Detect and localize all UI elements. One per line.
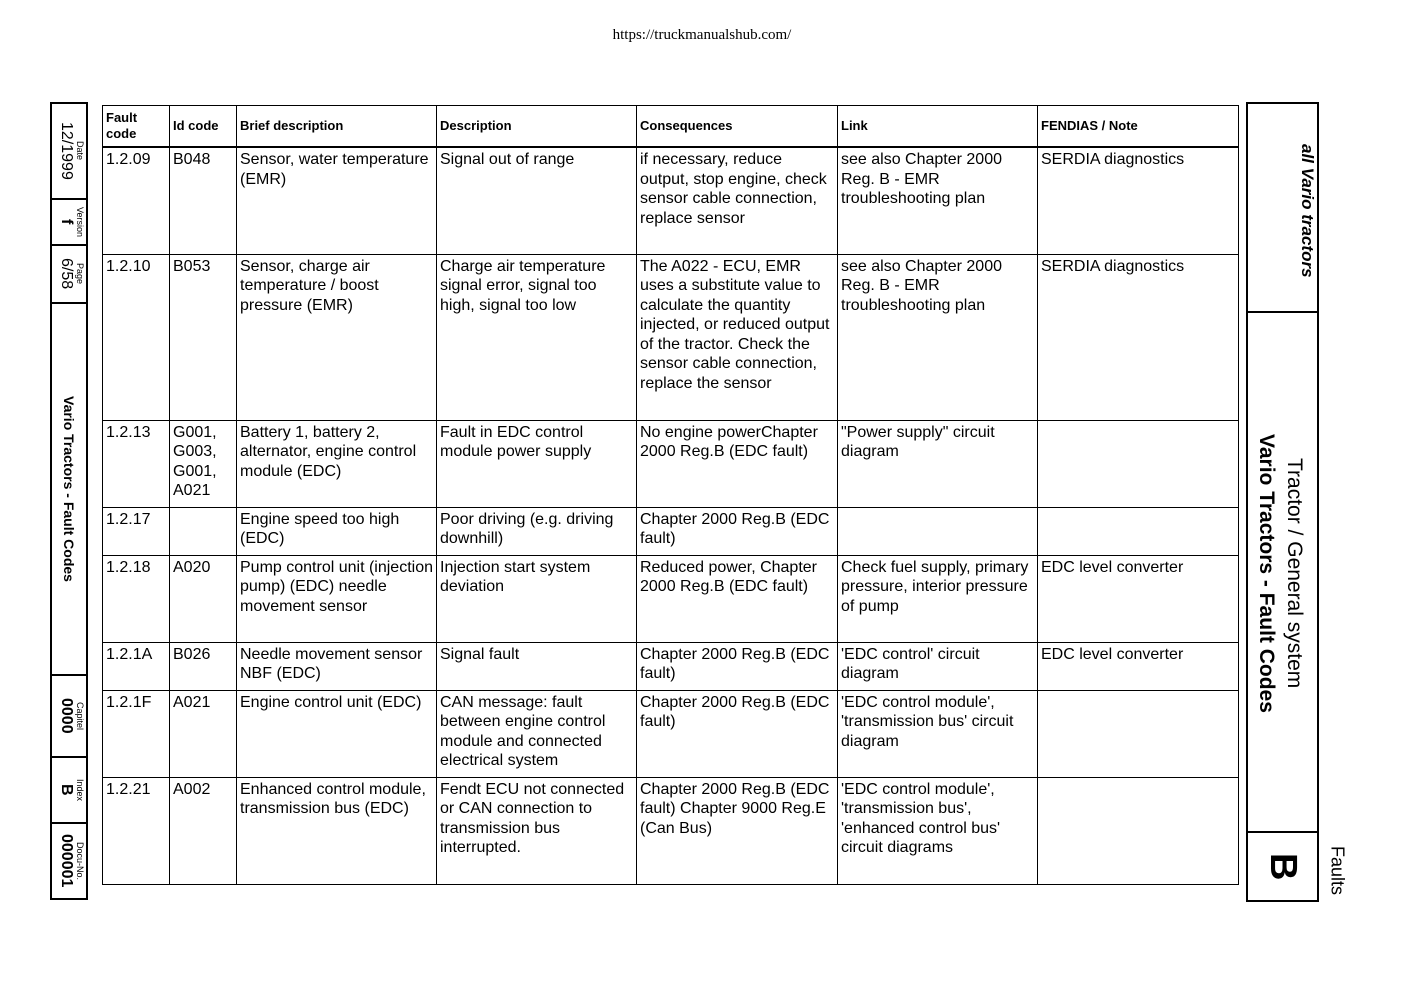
brief-description-cell: Engine control unit (EDC) bbox=[237, 690, 437, 777]
docu-label: Docu-No. bbox=[75, 841, 85, 880]
description-cell: Signal fault bbox=[437, 642, 637, 690]
link-cell: see also Chapter 2000 Reg. B - EMR troubleshooting plan bbox=[838, 147, 1038, 254]
consequences-cell: Chapter 2000 Reg.B (EDC fault) bbox=[637, 507, 838, 555]
col-header-link: Link bbox=[838, 106, 1038, 148]
description-cell: Signal out of range bbox=[437, 147, 637, 254]
description-cell: Fendt ECU not connected or CAN connection to transmission bus interrupted. bbox=[437, 777, 637, 884]
table-row bbox=[103, 507, 1239, 555]
brief-description-cell: Sensor, water temperature (EMR) bbox=[237, 147, 437, 254]
page-value: 6/58 bbox=[58, 258, 75, 290]
note-cell: SERDIA diagnostics bbox=[1038, 254, 1239, 420]
id-code-cell: A002 bbox=[170, 777, 237, 884]
page-cell bbox=[52, 246, 86, 304]
brief-description-cell: Engine speed too high (EDC) bbox=[237, 507, 437, 555]
col-header-consequences: Consequences bbox=[637, 106, 838, 148]
right-title-strip bbox=[1246, 102, 1319, 902]
link-cell: "Power supply" circuit diagram bbox=[838, 420, 1038, 507]
brief-description-cell: Sensor, charge air temperature / boost pressure (EMR) bbox=[237, 254, 437, 420]
description-cell: Poor driving (e.g. driving downhill) bbox=[437, 507, 637, 555]
consequences-cell: Chapter 2000 Reg.B (EDC fault) bbox=[637, 642, 838, 690]
consequences-cell: The A022 - ECU, EMR uses a substitute value to calculate the quantity injected, or reduced output of the tractor. Check the sensor cable connection, replace the sensor bbox=[637, 254, 838, 420]
brief-description-cell: Needle movement sensor NBF (EDC) bbox=[237, 642, 437, 690]
description-cell: Fault in EDC control module power supply bbox=[437, 420, 637, 507]
right-mid-section bbox=[1248, 313, 1317, 833]
right-top-section bbox=[1248, 104, 1317, 313]
link-cell: 'EDC control module', 'transmission bus', 'enhanced control bus' circuit diagrams bbox=[838, 777, 1038, 884]
note-cell bbox=[1038, 690, 1239, 777]
id-code-cell: A020 bbox=[170, 555, 237, 642]
section-letter: B bbox=[1262, 852, 1304, 881]
table-row bbox=[103, 555, 1239, 642]
capitel-value: 0000 bbox=[58, 698, 75, 734]
id-code-cell: B026 bbox=[170, 642, 237, 690]
fault-code-cell: 1.2.1F bbox=[103, 690, 170, 777]
date-cell bbox=[52, 104, 86, 200]
consequences-cell: Reduced power, Chapter 2000 Reg.B (EDC fault) bbox=[637, 555, 838, 642]
note-cell bbox=[1038, 777, 1239, 884]
link-cell bbox=[838, 507, 1038, 555]
id-code-cell: B048 bbox=[170, 147, 237, 254]
consequences-cell: Chapter 2000 Reg.B (EDC fault) Chapter 9000 Reg.E (Can Bus) bbox=[637, 777, 838, 884]
fault-code-cell: 1.2.21 bbox=[103, 777, 170, 884]
docu-value: 000001 bbox=[58, 834, 75, 888]
fault-code-cell: 1.2.10 bbox=[103, 254, 170, 420]
col-header-id-code: Id code bbox=[170, 106, 237, 148]
col-header-fault-code: Fault code bbox=[103, 106, 170, 148]
right-bottom-section bbox=[1248, 833, 1317, 900]
brief-description-cell: Pump control unit (injection pump) (EDC) needle movement sensor bbox=[237, 555, 437, 642]
table-row bbox=[103, 254, 1239, 420]
brief-description-cell: Enhanced control module, transmission bus (EDC) bbox=[237, 777, 437, 884]
id-code-cell bbox=[170, 507, 237, 555]
note-cell bbox=[1038, 507, 1239, 555]
fault-code-cell: 1.2.09 bbox=[103, 147, 170, 254]
left-info-strip bbox=[50, 102, 88, 900]
col-header-fendias-note: FENDIAS / Note bbox=[1038, 106, 1239, 148]
id-code-cell: A021 bbox=[170, 690, 237, 777]
brief-description-cell: Battery 1, battery 2, alternator, engine control module (EDC) bbox=[237, 420, 437, 507]
page-label: Page bbox=[75, 263, 85, 285]
table-row bbox=[103, 420, 1239, 507]
date-value: 12/1999 bbox=[58, 122, 75, 180]
docu-cell bbox=[52, 824, 86, 898]
capitel-cell bbox=[52, 676, 86, 758]
fault-code-cell: 1.2.1A bbox=[103, 642, 170, 690]
version-cell bbox=[52, 200, 86, 246]
link-cell: Check fuel supply, primary pressure, interior pressure of pump bbox=[838, 555, 1038, 642]
version-value: f bbox=[58, 219, 75, 225]
col-header-brief-description: Brief description bbox=[237, 106, 437, 148]
id-code-cell: B053 bbox=[170, 254, 237, 420]
all-vario-tractors-label: all Vario tractors bbox=[1298, 144, 1317, 278]
consequences-cell: Chapter 2000 Reg.B (EDC fault) bbox=[637, 690, 838, 777]
date-label: Date bbox=[75, 141, 85, 161]
table-row bbox=[103, 777, 1239, 884]
description-cell: Charge air temperature signal error, signal too high, signal too low bbox=[437, 254, 637, 420]
description-cell: CAN message: fault between engine control module and connected electrical system bbox=[437, 690, 637, 777]
note-cell bbox=[1038, 420, 1239, 507]
note-cell: EDC level converter bbox=[1038, 642, 1239, 690]
consequences-cell: No engine powerChapter 2000 Reg.B (EDC fault) bbox=[637, 420, 838, 507]
id-code-cell: G001, G003, G001, A021 bbox=[170, 420, 237, 507]
table-row bbox=[103, 690, 1239, 777]
table-header-row bbox=[103, 106, 1239, 148]
index-value: B bbox=[58, 784, 75, 796]
table-row bbox=[103, 642, 1239, 690]
fault-code-cell: 1.2.18 bbox=[103, 555, 170, 642]
version-label: Version bbox=[75, 206, 85, 238]
link-cell: 'EDC control' circuit diagram bbox=[838, 642, 1038, 690]
note-cell: EDC level converter bbox=[1038, 555, 1239, 642]
description-cell: Injection start system deviation bbox=[437, 555, 637, 642]
note-cell: SERDIA diagnostics bbox=[1038, 147, 1239, 254]
link-cell: 'EDC control module', 'transmission bus' circuit diagram bbox=[838, 690, 1038, 777]
table-row bbox=[103, 147, 1239, 254]
document-title: Vario Tractors - Fault Codes bbox=[1255, 433, 1278, 713]
fault-codes-table bbox=[102, 105, 1239, 885]
system-label: Tractor / General system bbox=[1283, 457, 1306, 689]
fault-code-cell: 1.2.17 bbox=[103, 507, 170, 555]
faults-side-label: Faults bbox=[1327, 846, 1348, 896]
index-cell bbox=[52, 758, 86, 824]
index-label: Index bbox=[75, 778, 85, 802]
link-cell: see also Chapter 2000 Reg. B - EMR troubleshooting plan bbox=[838, 254, 1038, 420]
left-doc-title: Vario Tractors - Fault Codes bbox=[52, 304, 86, 676]
capitel-label: Capitel bbox=[75, 701, 85, 730]
consequences-cell: if necessary, reduce output, stop engine, check sensor cable connection, replace sensor bbox=[637, 147, 838, 254]
page-url: https://truckmanualshub.com/ bbox=[612, 27, 792, 43]
col-header-description: Description bbox=[437, 106, 637, 148]
fault-code-cell: 1.2.13 bbox=[103, 420, 170, 507]
